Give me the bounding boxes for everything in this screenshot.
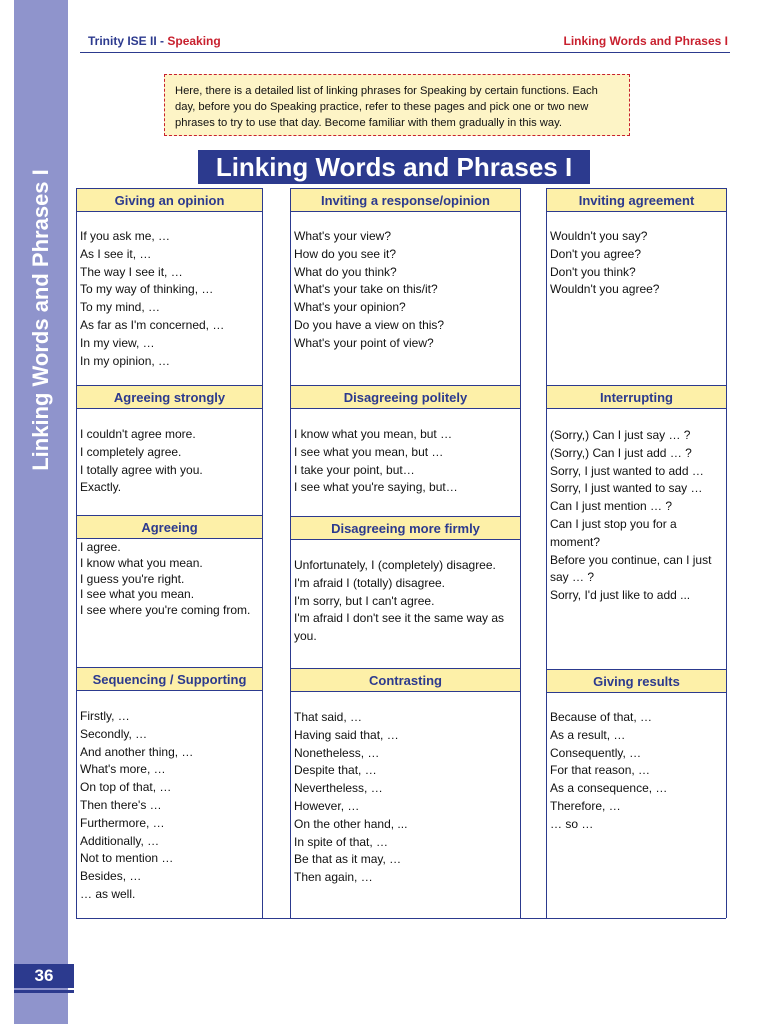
- list-item: Then there's …: [80, 797, 162, 812]
- list-item: I totally agree with you.: [80, 462, 203, 477]
- list-item: Firstly, …: [80, 709, 130, 723]
- list-item: What's your opinion?: [294, 300, 406, 315]
- list-item: I couldn't agree more.: [80, 427, 196, 441]
- list-item: … as well.: [80, 886, 136, 901]
- list-item: In my view, …: [80, 335, 155, 350]
- section-heading-inviting-agreement: Inviting agreement: [547, 188, 726, 212]
- list-item: I guess you're right.: [80, 571, 185, 586]
- list-item: How do you see it?: [294, 246, 397, 261]
- list-item: On the other hand, ...: [294, 816, 408, 831]
- list-item: Don't you think?: [550, 264, 636, 279]
- list-item: Despite that, …: [294, 763, 377, 778]
- list-item: Because of that, …: [550, 710, 653, 724]
- header-book-title: [88, 34, 221, 48]
- list-item: Can I just mention … ?: [550, 499, 673, 514]
- intro-note: Here, there is a detailed list of linking phrases for Speaking by certain functions. Each day, before you do Speaking practice, refer to these pages and pick one or two new phrases to try to use that day. Become familiar with them gradually in this way.: [164, 74, 630, 136]
- side-title: Linking Words and Phrases I: [28, 169, 53, 471]
- page-number: 36: [14, 964, 74, 988]
- list-item: (Sorry,) Can I just add … ?: [550, 445, 692, 460]
- section-list-giving-results: [550, 709, 724, 834]
- list-item: As far as I'm concerned, …: [80, 317, 225, 332]
- list-item: However, …: [294, 798, 360, 813]
- list-item: As I see it, …: [80, 246, 152, 261]
- section-heading-agreeing: Agreeing: [77, 515, 262, 539]
- list-item: I'm sorry, but I can't agree.: [294, 593, 435, 608]
- section-list-inviting-agreement: [550, 228, 724, 299]
- list-item: I see where you're coming from.: [80, 603, 251, 618]
- list-item: Secondly, …: [80, 726, 148, 741]
- list-item: In spite of that, …: [294, 834, 389, 849]
- list-item: In my opinion, …: [80, 353, 171, 368]
- column-1: [76, 188, 263, 918]
- list-item: That said, …: [294, 710, 363, 724]
- list-item: Having said that, …: [294, 727, 399, 742]
- section-heading-contrasting: Contrasting: [291, 668, 520, 692]
- list-item: I take your point, but…: [294, 462, 415, 477]
- list-item: I know what you mean, but …: [294, 427, 453, 441]
- header-book-name: Trinity ISE II -: [88, 34, 168, 48]
- list-item: (Sorry,) Can I just say … ?: [550, 428, 691, 442]
- list-item: Can I just stop you for a moment?: [550, 516, 677, 549]
- list-item: Wouldn't you agree?: [550, 282, 660, 297]
- list-item: Sorry, I just wanted to say …: [550, 481, 703, 496]
- list-item: To my way of thinking, …: [80, 282, 214, 297]
- list-item: Don't you agree?: [550, 246, 642, 261]
- column-3: [546, 188, 727, 918]
- list-item: If you ask me, …: [80, 229, 171, 243]
- page-title: Linking Words and Phrases I: [198, 150, 590, 184]
- list-item: As a result, …: [550, 727, 626, 742]
- section-heading-sequencing: Sequencing / Supporting: [77, 667, 262, 691]
- section-list-contrasting: [294, 709, 518, 887]
- list-item: Not to mention …: [80, 851, 174, 866]
- header-book-section: Speaking: [167, 34, 221, 48]
- section-list-giving-opinion: [80, 228, 260, 370]
- list-item: … so …: [550, 816, 594, 831]
- section-list-sequencing: [80, 708, 260, 904]
- list-item: I'm afraid I don't see it the same way as you.: [294, 611, 505, 644]
- list-item: I know what you mean.: [80, 555, 203, 570]
- section-list-interrupting: [550, 427, 724, 605]
- list-item: Do you have a view on this?: [294, 317, 445, 332]
- list-item: Consequently, …: [550, 745, 642, 760]
- list-item: Therefore, …: [550, 798, 621, 813]
- section-heading-agreeing-strongly: Agreeing strongly: [77, 385, 262, 409]
- list-item: Furthermore, …: [80, 815, 165, 830]
- list-item: The way I see it, …: [80, 264, 183, 279]
- list-item: Wouldn't you say?: [550, 229, 648, 243]
- list-item: Additionally, …: [80, 833, 160, 848]
- list-item: I see what you mean.: [80, 587, 195, 602]
- section-heading-disagreeing-politely: Disagreeing politely: [291, 385, 520, 409]
- list-item: And another thing, …: [80, 744, 194, 759]
- list-item: I'm afraid I (totally) disagree.: [294, 575, 446, 590]
- list-item: Sorry, I just wanted to add …: [550, 463, 704, 478]
- section-heading-interrupting: Interrupting: [547, 385, 726, 409]
- list-item: What's your view?: [294, 229, 391, 243]
- list-item: Be that as it may, …: [294, 852, 402, 867]
- section-list-disagreeing-firmly: [294, 557, 518, 646]
- list-item: Nevertheless, …: [294, 781, 383, 796]
- list-item: I completely agree.: [80, 444, 182, 459]
- list-item: As a consequence, …: [550, 781, 668, 796]
- section-list-disagreeing-politely: [294, 426, 518, 497]
- section-list-agreeing-strongly: [80, 426, 260, 497]
- list-item: Exactly.: [80, 480, 122, 495]
- section-heading-inviting-response: Inviting a response/opinion: [291, 188, 520, 212]
- list-item: I see what you're saying, but…: [294, 480, 458, 495]
- section-heading-giving-results: Giving results: [547, 669, 726, 693]
- list-item: Sorry, I'd just like to add ...: [550, 588, 691, 603]
- section-heading-disagreeing-firmly: Disagreeing more firmly: [291, 516, 520, 540]
- header-chapter-title: Linking Words and Phrases I: [563, 34, 728, 48]
- list-item: Before you continue, can I just say … ?: [550, 552, 712, 585]
- section-list-inviting-response: [294, 228, 518, 353]
- list-item: For that reason, …: [550, 763, 651, 778]
- list-item: On top of that, …: [80, 780, 172, 795]
- page-number-rule: [14, 990, 74, 993]
- list-item: Nonetheless, …: [294, 745, 380, 760]
- section-heading-giving-opinion: Giving an opinion: [77, 188, 262, 212]
- list-item: What's your point of view?: [294, 335, 434, 350]
- list-item: I agree.: [80, 540, 121, 554]
- list-item: Then again, …: [294, 870, 373, 885]
- list-item: Unfortunately, I (completely) disagree.: [294, 558, 496, 572]
- list-item: To my mind, …: [80, 300, 161, 315]
- table-bottom-rule: [76, 918, 726, 919]
- list-item: What's more, …: [80, 762, 166, 777]
- header-rule: [80, 52, 730, 53]
- list-item: What do you think?: [294, 264, 397, 279]
- column-2: [290, 188, 521, 918]
- list-item: I see what you mean, but …: [294, 444, 444, 459]
- section-list-agreeing: [80, 540, 260, 619]
- list-item: What's your take on this/it?: [294, 282, 438, 297]
- list-item: Besides, …: [80, 869, 142, 884]
